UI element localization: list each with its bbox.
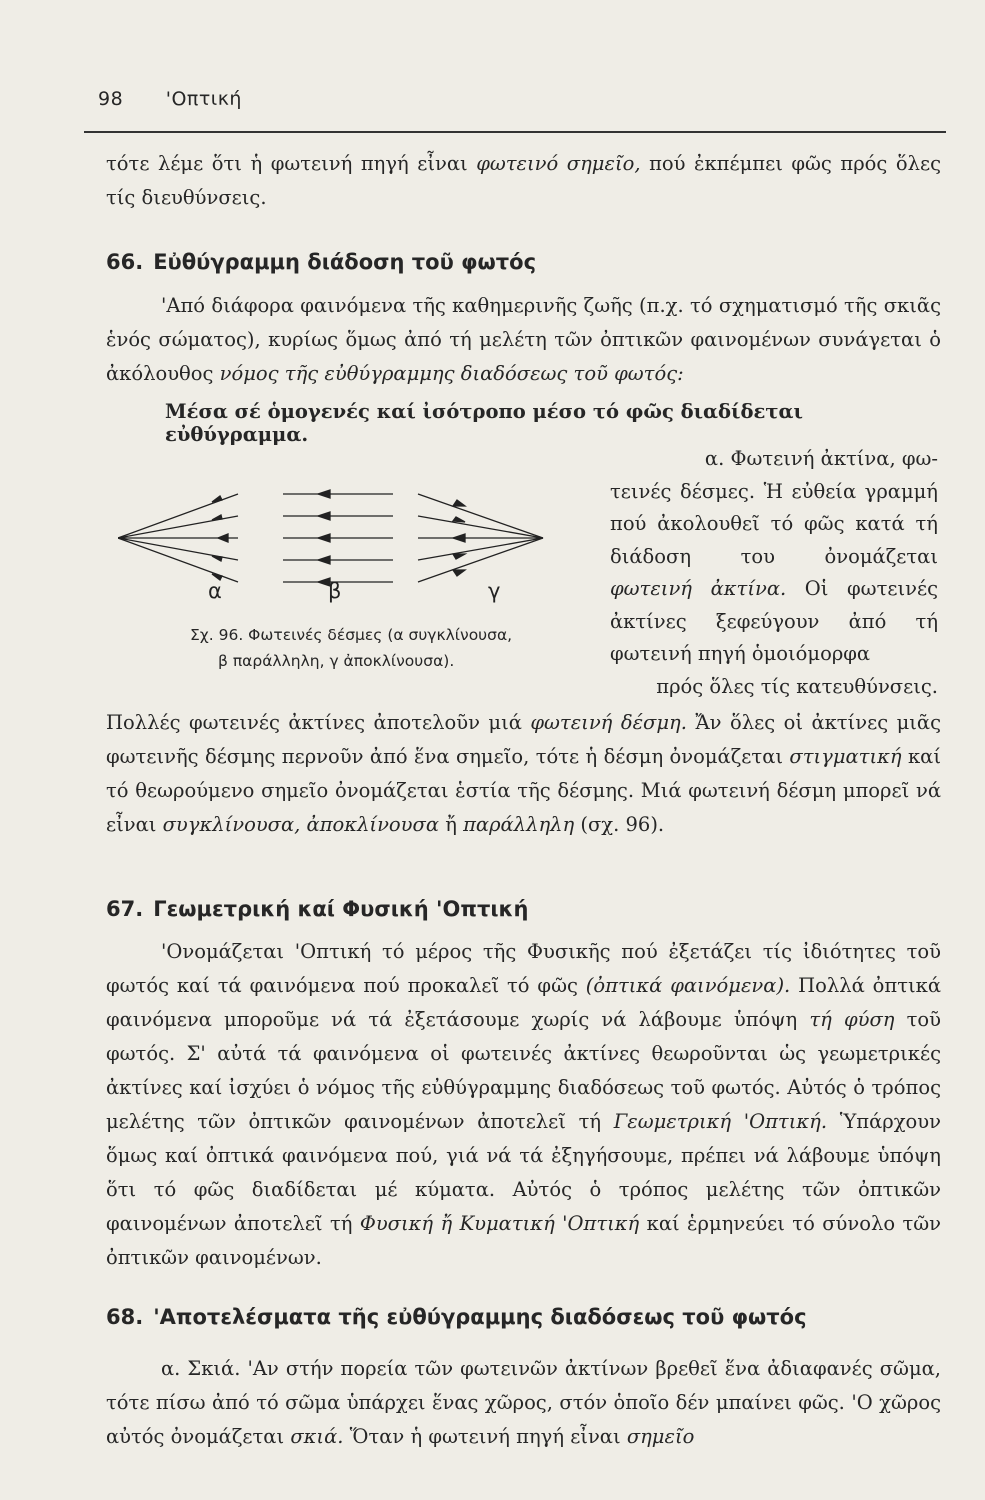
section-66-heading (106, 250, 941, 274)
section-68-text: Ὅταν ἡ φωτεινή πηγή εἶναι (343, 1425, 627, 1448)
beams-paragraph (106, 706, 941, 842)
geometric-optics-term: Γεωμετρική 'Οπτική. (613, 1110, 828, 1133)
side-first-line: α. Φωτεινή ἀκτίνα, φω- (704, 447, 938, 470)
physical-optics-term: Φυσική ἤ Κυματική 'Οπτική (359, 1212, 640, 1235)
converging-beam (118, 494, 238, 582)
section-68-heading (106, 1305, 941, 1329)
section-66-paragraph (106, 289, 941, 391)
section-title: 'Αποτελέσματα τῆς εὐθύγραμμης διαδόσεως τοῦ φωτός (153, 1305, 807, 1329)
figure-label-a: α (208, 579, 222, 603)
diverging-beam (418, 494, 543, 582)
light-beams-figure (118, 474, 578, 604)
beams-text: ἤ (439, 813, 464, 836)
shadow-term: σκιά. (290, 1425, 344, 1448)
page-number: 98 (98, 88, 124, 110)
intro-text: τότε λέμε ὅτι ἡ φωτεινή πηγή εἶναι (106, 152, 477, 175)
section-67-text: τοῦ φωτός. Σ' αὐτά τά φαινόμενα οἱ φωτεινές ἀκτίνες θεωροῦνται ὡς γεωμετρικές ἀκτίνες καί ἰσχύει ὁ νόμος τῆς εὐθύγραμμης διαδόσεως τοῦ φωτός. Αὐτός ὁ τρόπος μελέτης τῶν ὀπτικῶν φαινομένων ἀποτελεῖ τή (106, 1008, 941, 1133)
section-68-paragraph (106, 1352, 941, 1454)
intro-text-end: πού ἐκπέμπει φῶς πρός ὅλες τίς διευθύνσεις. (106, 152, 942, 209)
caption-line-2: β παράλληλη, γ ἀποκλίνουσα). (218, 652, 455, 670)
point-term: σημεῖο (626, 1425, 695, 1448)
section-67-paragraph (106, 935, 941, 1275)
section-number: 68. (106, 1305, 144, 1329)
section-number: 66. (106, 250, 144, 274)
nature-term: τή φύση (809, 1008, 895, 1031)
beam-types: συγκλίνουσα, ἀποκλίνουσα (162, 813, 440, 836)
section-number: 67. (106, 897, 144, 921)
running-title: 'Οπτική (165, 88, 242, 110)
stigmatic-term: στιγματική (789, 745, 902, 768)
beams-text: Ἄν ὅλες οἱ ἀκτίνες μιᾶς φωτεινῆς δέσμης περνοῦν ἀπό ἕνα σημεῖο, τότε ἡ δέσμη ὀνομάζεται (106, 711, 941, 768)
beams-text: (σχ. 96). (574, 813, 665, 836)
section-67-text: Πολλά ὀπτικά φαινόμενα μποροῦμε νά τά ἐξετάσουμε χωρίς νά λάβουμε ὑπόψη (106, 974, 942, 1031)
section-67-text: καί ἑρμηνεύει τό σύνολο τῶν ὀπτικῶν φαινομένων. (106, 1212, 942, 1269)
beam-term: φωτεινή δέσμη. (530, 711, 687, 734)
section-66-text: 'Από διάφορα φαινόμενα τῆς καθημερινῆς ζωῆς (π.χ. τό σχηματισμό τῆς σκιᾶς ἑνός σώματος), κυρίως ὅμως ἀπό τή μελέτη τῶν ὀπτικῶν φαινομένων συνάγεται ὁ ἀκόλουθος (106, 294, 941, 385)
running-header (98, 88, 242, 110)
figure-label-c: γ (488, 579, 501, 603)
beams-text: Πολλές φωτεινές ἀκτίνες ἀποτελοῦν μιά (106, 711, 531, 734)
section-67-heading (106, 897, 941, 921)
optical-phenomena-term: (ὀπτικά φαινόμενα). (585, 974, 791, 997)
section-67-text: Ὑπάρχουν ὅμως καί ὀπτικά φαινόμενα πού, γιά νά τά ἐξηγήσουμε, πρέπει νά λάβουμε ὑπόψη ὅτι τό φῶς διαδίδεται μέ κύματα. Αὐτός ὁ τρόπος μελέτης τῶν ὀπτικῶν φαινομένων ἀποτελεῖ τή (106, 1110, 941, 1235)
parallel-beam (283, 490, 393, 586)
section-title: Γεωμετρική καί Φυσική 'Οπτική (153, 897, 529, 921)
intro-emphasis: φωτεινό σημεῖο, (476, 152, 641, 175)
figure-label-b: β (328, 579, 342, 603)
header-rule (84, 131, 946, 133)
light-ray-term: φωτεινή ἀκτίνα. (610, 577, 787, 600)
side-text: τεινές δέσμες. Ἡ εὐθεία γραμμή πού ἀκολουθεῖ τό φῶς κατά τή διάδοση του ὀνομάζεται (610, 479, 938, 568)
section-67-text: 'Ονομάζεται 'Οπτική τό μέρος τῆς Φυσικῆς πού ἐξετάζει τίς ἰδιότητες τοῦ φωτός καί τά φαινόμενα πού προκαλεῖ τό φῶς (106, 940, 941, 997)
side-text-end: Οἱ φωτεινές ἀκτίνες ξεφεύγουν ἀπό τή φωτεινή πηγή ὁμοιόμορφα (610, 577, 938, 665)
section-68-text: α. Σκιά. 'Αν στήν πορεία τῶν φωτεινῶν ἀκτίνων βρεθεῖ ἕνα ἀδιαφανές σῶμα, τότε πίσω ἀπό τό σῶμα ὑπάρχει ἕνας χῶρος, στόν ὁποῖο δέν μπαίνει φῶς. 'Ο χῶρος αὐτός ὀνομάζεται (106, 1357, 941, 1448)
light-ray-paragraph (610, 443, 938, 703)
law-statement: Μέσα σέ ὁμογενές καί ἰσότροπο μέσο τό φῶς διαδίδεται εὐθύγραμμα. (165, 400, 803, 446)
figure-caption (190, 622, 590, 674)
caption-line-1: Σχ. 96. Φωτεινές δέσμες (α συγκλίνουσα, (190, 626, 513, 644)
beams-text: καί τό θεωρούμενο σημεῖο ὀνομάζεται ἑστία τῆς δέσμης. Μιά φωτεινή δέσμη μπορεῖ νά εἶναι (106, 745, 941, 836)
law-name: νόμος τῆς εὐθύγραμμης διαδόσεως τοῦ φωτός: (219, 362, 684, 385)
section-title: Εὐθύγραμμη διάδοση τοῦ φωτός (153, 250, 537, 274)
intro-paragraph (106, 147, 941, 215)
side-last-line: πρός ὅλες τίς κατευθύνσεις. (656, 674, 938, 698)
parallel-term: παράλληλη (463, 813, 575, 836)
